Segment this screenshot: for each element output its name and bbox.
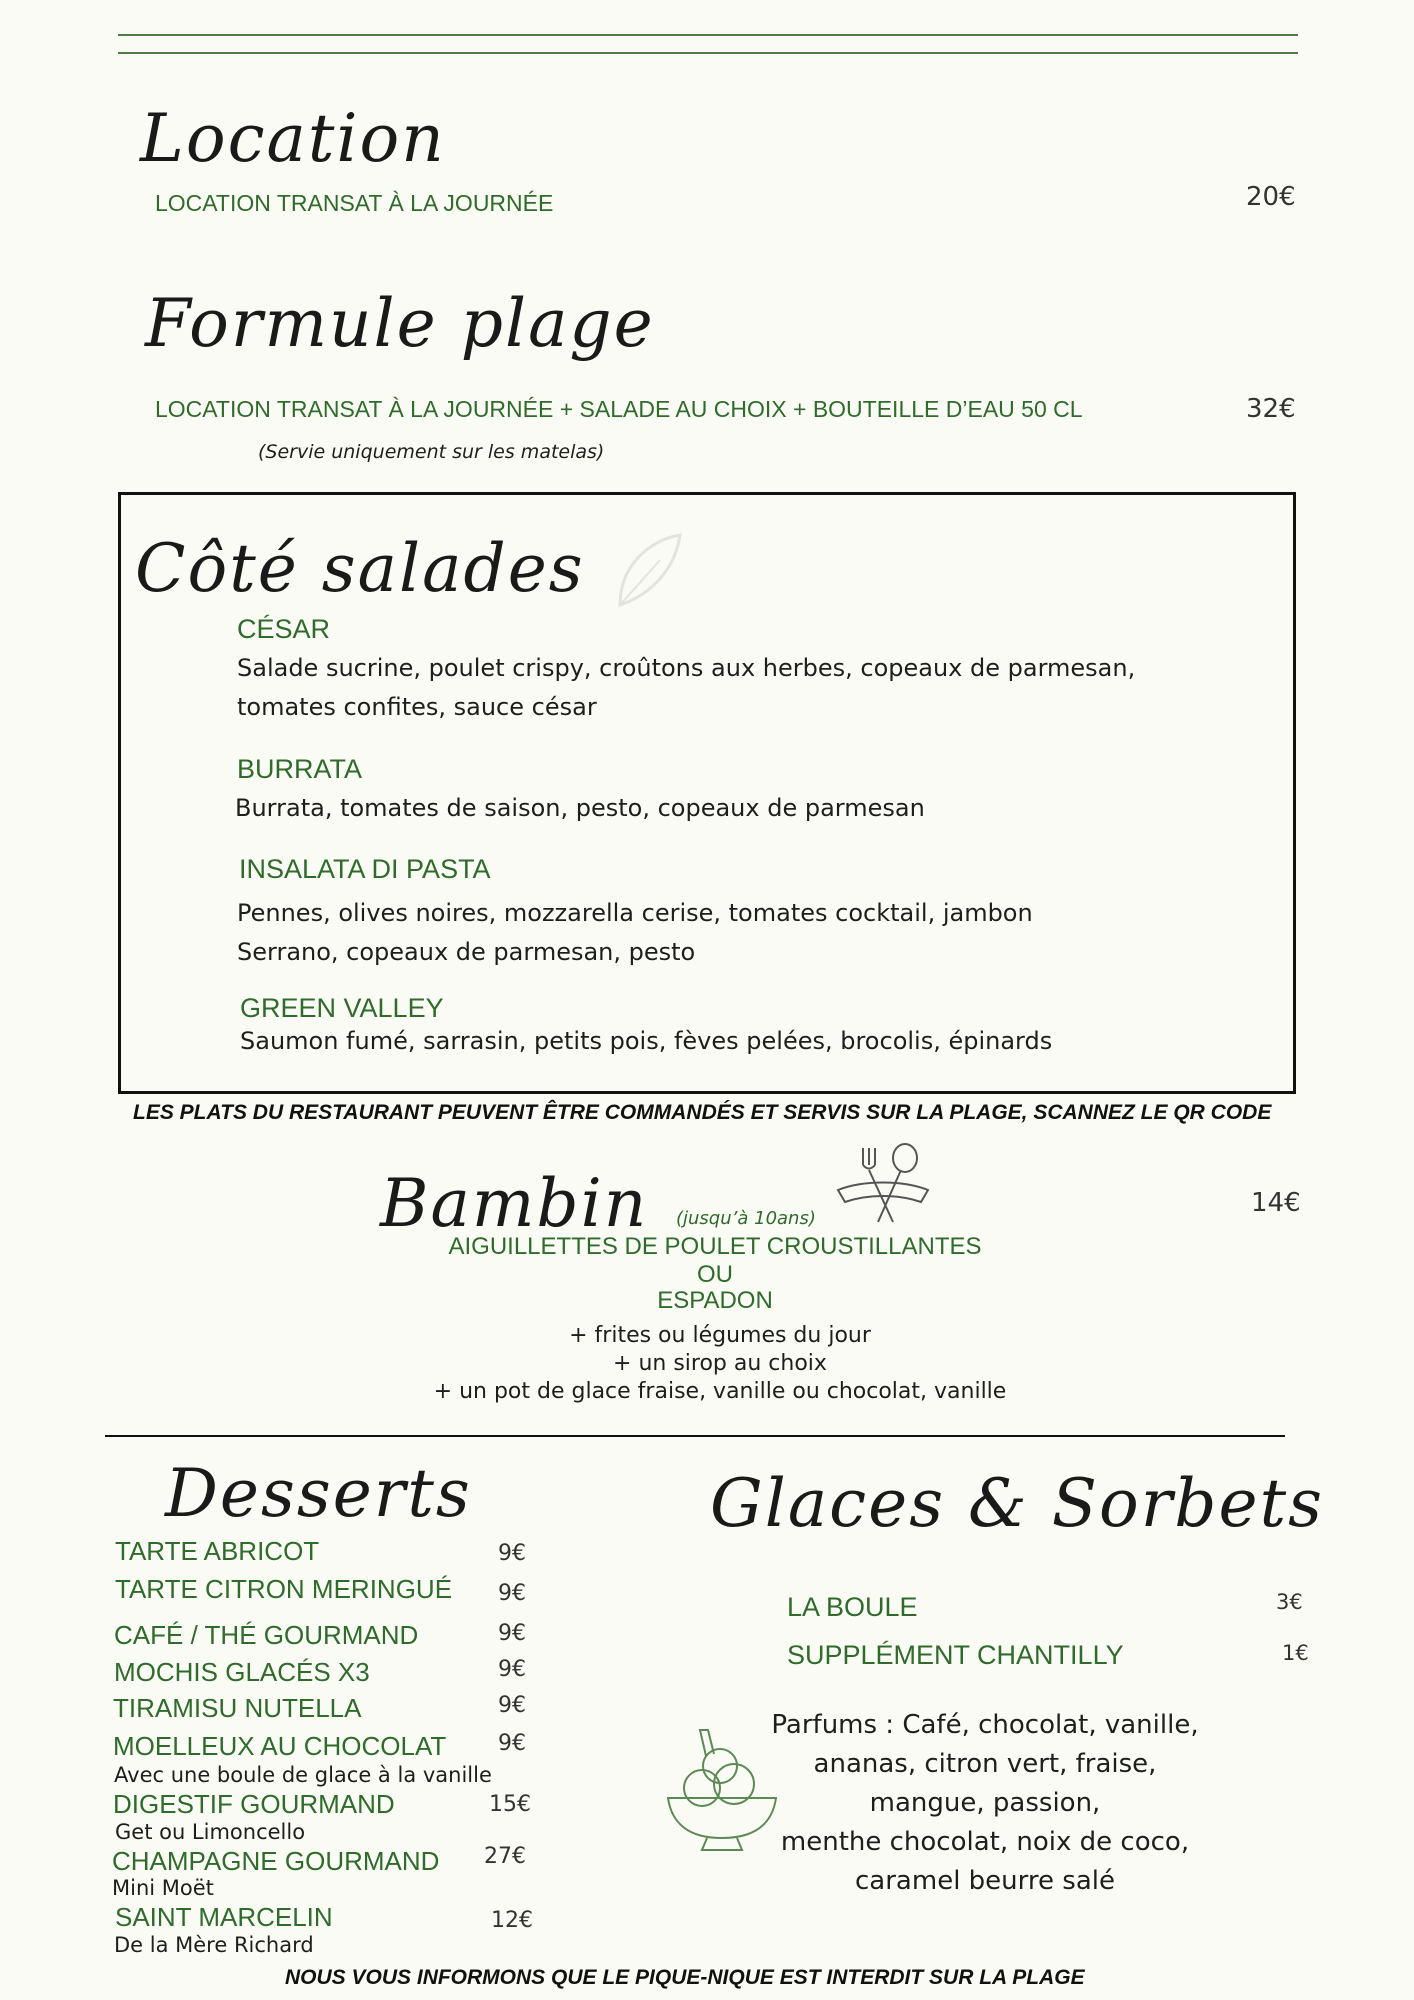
parfums-line: Parfums : Café, chocolat, vanille,	[771, 1710, 1199, 1740]
dessert-name: DIGESTIF GOURMAND	[113, 1789, 395, 1819]
dessert-name: CAFÉ / THÉ GOURMAND	[114, 1620, 419, 1650]
parfums-line: menthe chocolat, noix de coco,	[780, 1827, 1190, 1857]
leaf-icon	[600, 525, 690, 615]
dessert-name: TARTE ABRICOT	[115, 1536, 320, 1566]
formule-item: LOCATION TRANSAT À LA JOURNÉE + SALADE AU CHOIX + BOUTEILLE D’EAU 50 CL	[155, 396, 1083, 422]
parfums-line: ananas, citron vert, fraise,	[813, 1749, 1157, 1779]
dessert-price: 15€	[489, 1792, 531, 1817]
glaces-title: Glaces & Sorbets	[710, 1465, 1324, 1542]
salade-pasta-desc-2: Serrano, copeaux de parmesan, pesto	[237, 938, 696, 966]
location-title: Location	[140, 100, 446, 177]
salade-pasta-name: INSALATA DI PASTA	[239, 854, 491, 884]
glace-boule-name: LA BOULE	[787, 1592, 918, 1622]
bambin-line-1: AIGUILLETTES DE POULET CROUSTILLANTES	[448, 1233, 982, 1260]
cutlery-icon	[833, 1140, 933, 1230]
salade-cesar-name: CÉSAR	[237, 614, 331, 644]
salades-title: Côté salades	[135, 530, 585, 607]
glace-boule-price: 3€	[1276, 1590, 1303, 1614]
bambin-age: (jusqu’à 10ans)	[676, 1208, 816, 1229]
top-rule-2	[118, 52, 1298, 54]
dessert-desc: Avec une boule de glace à la vanille	[114, 1763, 492, 1787]
dessert-name: SAINT MARCELIN	[115, 1902, 333, 1932]
parfums-line: mangue, passion,	[869, 1788, 1101, 1818]
parfums-line: caramel beurre salé	[855, 1866, 1115, 1896]
bambin-extra-2: + un sirop au choix	[613, 1351, 827, 1376]
salade-burrata-desc: Burrata, tomates de saison, pesto, copeaux de parmesan	[235, 794, 925, 822]
desserts-title: Desserts	[165, 1455, 472, 1532]
notice-plage: LES PLATS DU RESTAURANT PEUVENT ÊTRE COMMANDÉS ET SERVIS SUR LA PLAGE, SCANNEZ LE QR CODE	[133, 1101, 1272, 1124]
dessert-price: 9€	[498, 1621, 526, 1646]
salade-cesar-desc-1: Salade sucrine, poulet crispy, croûtons aux herbes, copeaux de parmesan,	[237, 654, 1136, 682]
bambin-extra-3: + un pot de glace fraise, vanille ou chocolat, vanille	[433, 1379, 1007, 1404]
section-divider	[105, 1435, 1285, 1437]
dessert-name: TARTE CITRON MERINGUÉ	[115, 1574, 453, 1604]
salade-burrata-name: BURRATA	[237, 754, 363, 784]
dessert-price: 9€	[498, 1581, 526, 1606]
glace-chantilly-price: 1€	[1282, 1641, 1309, 1665]
formule-title: Formule plage	[145, 285, 655, 362]
dessert-price: 9€	[498, 1541, 526, 1566]
dessert-desc: Get ou Limoncello	[115, 1820, 306, 1844]
bambin-line-2: OU	[697, 1261, 733, 1288]
location-item: LOCATION TRANSAT À LA JOURNÉE	[155, 190, 554, 216]
dessert-name: MOCHIS GLACÉS X3	[114, 1657, 370, 1687]
dessert-price: 9€	[498, 1731, 526, 1756]
dessert-desc: De la Mère Richard	[114, 1933, 314, 1957]
dessert-price: 9€	[498, 1693, 526, 1718]
formule-price: 32€	[1246, 394, 1296, 424]
bambin-extra-1: + frites ou légumes du jour	[569, 1323, 871, 1348]
dessert-price: 12€	[491, 1908, 533, 1933]
formule-note: (Servie uniquement sur les matelas)	[258, 441, 605, 463]
dessert-desc: Mini Moët	[112, 1876, 214, 1900]
bambin-price: 14€	[1251, 1188, 1301, 1218]
dessert-price: 9€	[498, 1657, 526, 1682]
bambin-title: Bambin	[380, 1165, 649, 1242]
dessert-name: CHAMPAGNE GOURMAND	[112, 1846, 440, 1876]
dessert-name: MOELLEUX AU CHOCOLAT	[113, 1731, 447, 1761]
top-rule-1	[118, 34, 1298, 36]
salade-cesar-desc-2: tomates confites, sauce césar	[237, 693, 597, 721]
dessert-name: TIRAMISU NUTELLA	[113, 1693, 362, 1723]
salade-green-desc: Saumon fumé, sarrasin, petits pois, fèves pelées, brocolis, épinards	[240, 1027, 1053, 1055]
bambin-line-3: ESPADON	[657, 1287, 773, 1314]
dessert-price: 27€	[484, 1844, 526, 1869]
glace-chantilly-name: SUPPLÉMENT CHANTILLY	[787, 1640, 1124, 1670]
salade-green-name: GREEN VALLEY	[240, 993, 444, 1023]
salade-pasta-desc-1: Pennes, olives noires, mozzarella cerise, tomates cocktail, jambon	[237, 899, 1033, 927]
notice-picnic: NOUS VOUS INFORMONS QUE LE PIQUE-NIQUE EST INTERDIT SUR LA PLAGE	[285, 1966, 1085, 1989]
location-price: 20€	[1246, 182, 1296, 212]
